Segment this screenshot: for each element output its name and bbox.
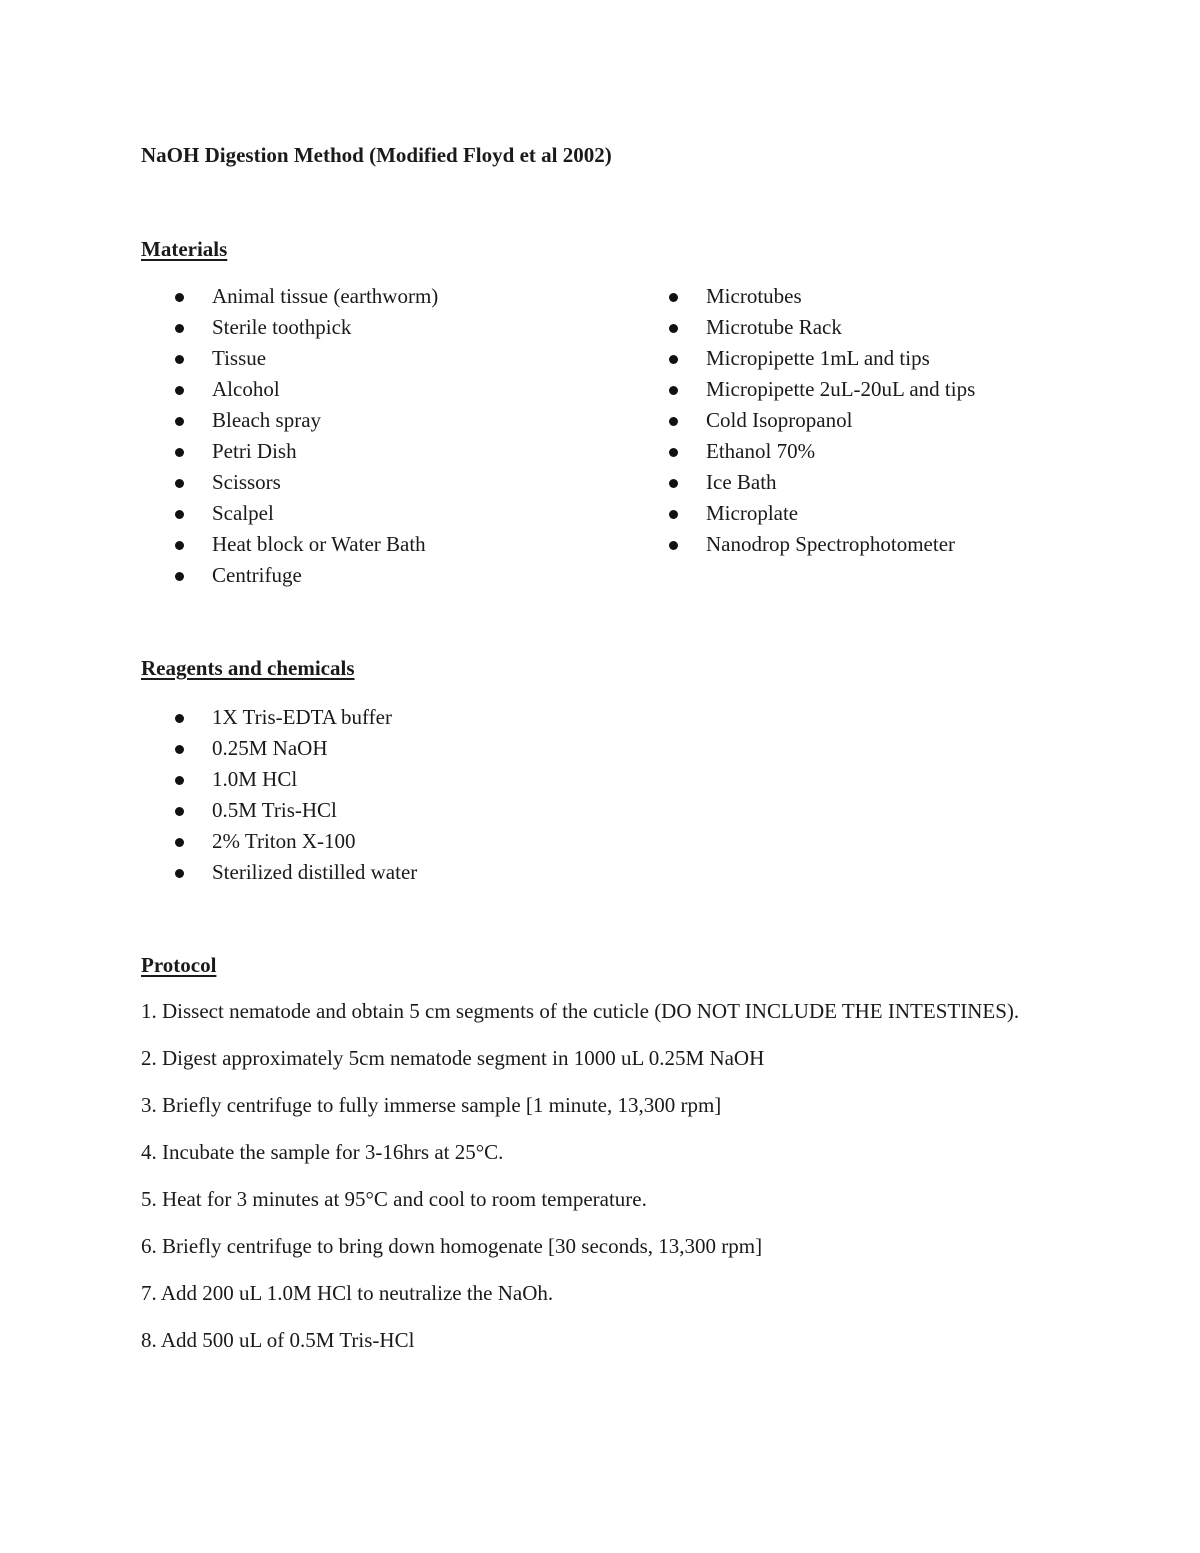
list-item: Heat block or Water Bath <box>141 529 438 560</box>
list-item: 2% Triton X-100 <box>141 826 417 857</box>
list-item: Bleach spray <box>141 405 438 436</box>
list-item: Sterilized distilled water <box>141 857 417 888</box>
bullet-icon <box>669 386 678 395</box>
protocol-step: 1. Dissect nematode and obtain 5 cm segments of the cuticle (DO NOT INCLUDE THE INTESTINES). <box>141 999 1020 1023</box>
list-item: Centrifuge <box>141 560 438 591</box>
list-item: 1.0M HCl <box>141 764 417 795</box>
bullet-icon <box>175 479 184 488</box>
bullet-icon <box>175 745 184 754</box>
list-item: 0.25M NaOH <box>141 733 417 764</box>
bullet-icon <box>175 355 184 364</box>
list-item: Alcohol <box>141 374 438 405</box>
bullet-icon <box>669 510 678 519</box>
list-item: Microtubes <box>635 281 975 312</box>
list-item: Cold Isopropanol <box>635 405 975 436</box>
reagents-list <box>141 702 417 888</box>
list-item: Animal tissue (earthworm) <box>141 281 438 312</box>
bullet-icon <box>669 355 678 364</box>
bullet-icon <box>175 869 184 878</box>
list-item: 1X Tris-EDTA buffer <box>141 702 417 733</box>
materials-heading: Materials <box>141 237 228 261</box>
bullet-icon <box>669 448 678 457</box>
list-item: Micropipette 1mL and tips <box>635 343 975 374</box>
list-item: Micropipette 2uL-20uL and tips <box>635 374 975 405</box>
list-item: Scalpel <box>141 498 438 529</box>
list-item: Nanodrop Spectrophotometer <box>635 529 975 560</box>
bullet-icon <box>175 386 184 395</box>
protocol-step: 7. Add 200 uL 1.0M HCl to neutralize the NaOh. <box>141 1281 554 1305</box>
list-item: Petri Dish <box>141 436 438 467</box>
bullet-icon <box>175 510 184 519</box>
bullet-icon <box>669 541 678 550</box>
bullet-icon <box>175 776 184 785</box>
protocol-step: 8. Add 500 uL of 0.5M Tris-HCl <box>141 1328 415 1352</box>
bullet-icon <box>175 714 184 723</box>
bullet-icon <box>175 417 184 426</box>
protocol-steps <box>141 996 1021 1372</box>
reagents-heading: Reagents and chemicals <box>141 656 355 680</box>
protocol-step: 3. Briefly centrifuge to fully immerse sample [1 minute, 13,300 rpm] <box>141 1093 722 1117</box>
bullet-icon <box>669 324 678 333</box>
list-item: Tissue <box>141 343 438 374</box>
bullet-icon <box>175 541 184 550</box>
protocol-step: 6. Briefly centrifuge to bring down homogenate [30 seconds, 13,300 rpm] <box>141 1234 763 1258</box>
list-item: Microplate <box>635 498 975 529</box>
bullet-icon <box>669 417 678 426</box>
list-item: Ice Bath <box>635 467 975 498</box>
bullet-icon <box>669 293 678 302</box>
protocol-heading: Protocol <box>141 953 217 977</box>
protocol-step: 5. Heat for 3 minutes at 95°C and cool to room temperature. <box>141 1187 647 1211</box>
bullet-icon <box>175 838 184 847</box>
list-item: Microtube Rack <box>635 312 975 343</box>
bullet-icon <box>175 324 184 333</box>
bullet-icon <box>175 293 184 302</box>
list-item: Ethanol 70% <box>635 436 975 467</box>
bullet-icon <box>175 807 184 816</box>
list-item: Sterile toothpick <box>141 312 438 343</box>
list-item: 0.5M Tris-HCl <box>141 795 417 826</box>
protocol-step: 2. Digest approximately 5cm nematode segment in 1000 uL 0.25M NaOH <box>141 1046 765 1070</box>
materials-list-left <box>141 281 438 591</box>
bullet-icon <box>175 448 184 457</box>
bullet-icon <box>175 572 184 581</box>
bullet-icon <box>669 479 678 488</box>
document-title: NaOH Digestion Method (Modified Floyd et al 2002) <box>141 143 612 167</box>
protocol-step: 4. Incubate the sample for 3-16hrs at 25°C. <box>141 1140 504 1164</box>
materials-list-right <box>635 281 975 560</box>
list-item: Scissors <box>141 467 438 498</box>
